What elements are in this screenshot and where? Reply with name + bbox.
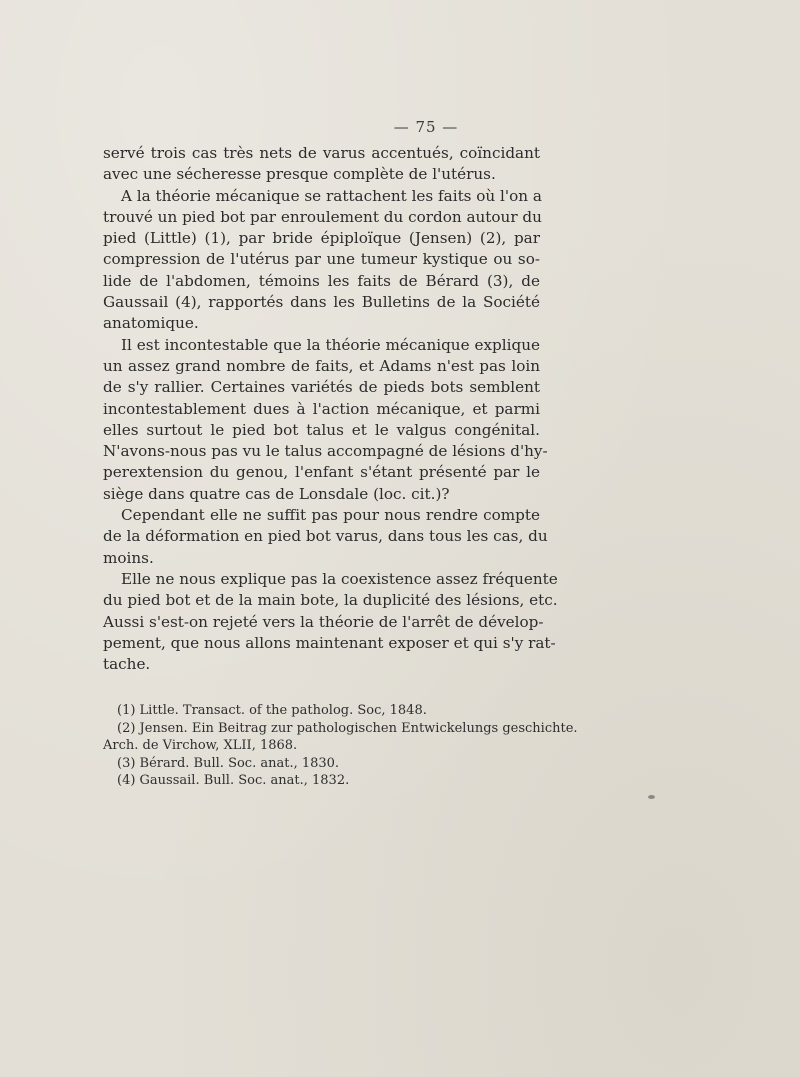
footnotes xyxy=(103,702,578,790)
footnote: (3) Bérard. Bull. Soc. anat., 1830. xyxy=(117,755,340,771)
text-line: un assez grand nombre de faits, et Adams n'est pas loin xyxy=(103,356,540,375)
footnote: (1) Little. Transact. of the patholog. Soc, 1848. xyxy=(117,703,427,718)
text-line: Il est incontestable que la théorie mécanique explique xyxy=(121,335,540,354)
text-line: Aussi s'est-on rejeté vers la théorie de l'arrêt de dévelop- xyxy=(103,612,544,631)
text-line: de s'y rallier. Certaines variétés de pieds bots semblent xyxy=(103,378,540,397)
text-line: elles surtout le pied bot talus et le valgus congénital. xyxy=(103,420,540,439)
footnote: (4) Gaussail. Bull. Soc. anat., 1832. xyxy=(117,773,350,789)
text-line: pied (Little) (1), par bride épiploïque (Jensen) (2), par xyxy=(103,229,540,248)
text-line: siège dans quatre cas de Lonsdale (loc. cit.)? xyxy=(103,484,450,503)
text-line: incontestablement dues à l'action mécanique, et parmi xyxy=(103,399,540,418)
text-line: servé trois cas très nets de varus accentués, coïncidant xyxy=(103,144,540,162)
ink-spot xyxy=(648,795,655,799)
text-line: N'avons-nous pas vu le talus accompagné de lésions d'hy- xyxy=(103,442,548,461)
text-line: Elle ne nous explique pas la coexistence assez fréquente xyxy=(121,569,558,588)
text-line: compression de l'utérus par une tumeur kystique ou so- xyxy=(103,250,540,269)
text-line: anatomique. xyxy=(103,314,199,333)
text-line: de la déformation en pied bot varus, dans tous les cas, du xyxy=(103,527,548,546)
text-line: Cependant elle ne suffit pas pour nous rendre compte xyxy=(121,506,540,525)
text-line: perextension du genou, l'enfant s'étant présenté par le xyxy=(103,463,540,482)
text-line: moins. xyxy=(103,548,154,567)
footnote: (2) Jensen. Ein Beitrag zur pathologischen Entwickelungs geschichte. xyxy=(117,720,578,736)
text-line: lide de l'abdomen, témoins les faits de Bérard (3), de xyxy=(103,271,540,290)
footnote: Arch. de Virchow, XLII, 1868. xyxy=(103,738,298,754)
text-line: tache. xyxy=(103,655,151,674)
text-line: du pied bot et de la main bote, la duplicité des lésions, etc. xyxy=(103,591,558,610)
text-line: Gaussail (4), rapportés dans les Bulletins de la Société xyxy=(103,293,540,312)
text-line: avec une sécheresse presque complète de l'utérus. xyxy=(103,165,496,184)
body-text xyxy=(103,143,558,675)
text-line: pement, que nous allons maintenant exposer et qui s'y rat- xyxy=(103,633,556,652)
page-number: — 75 — xyxy=(393,118,459,136)
text-line: A la théorie mécanique se rattachent les faits où l'on a xyxy=(121,186,542,205)
text-line: trouvé un pied bot par enroulement du cordon autour du xyxy=(103,207,542,226)
